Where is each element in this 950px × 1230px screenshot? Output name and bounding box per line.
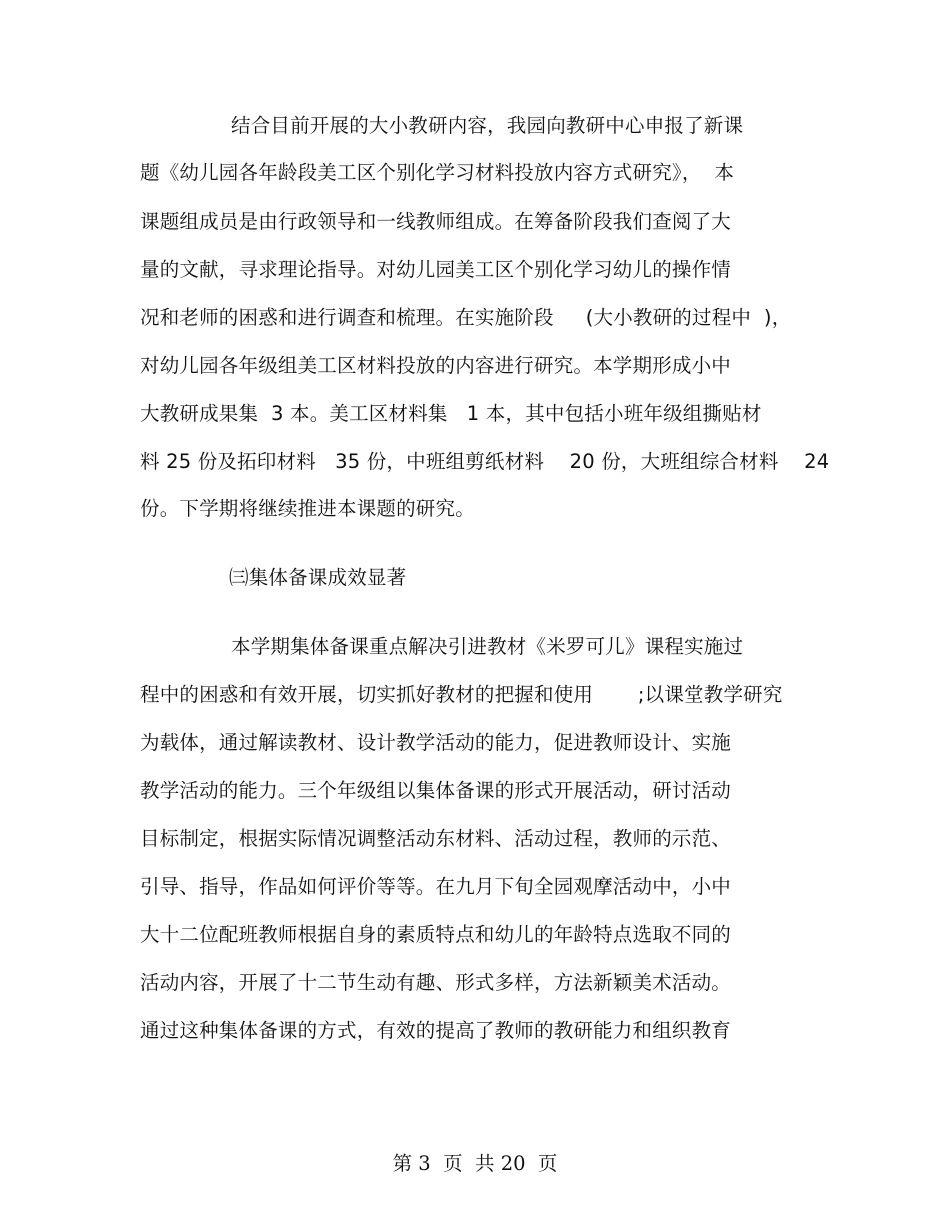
- paragraph1-line-5: 况和老师的困惑和进行调查和梳理。在实施阶段 (大小教研的过程中 )，: [140, 306, 792, 329]
- paragraph1-line-4: 量的文献，寻求理论指导。对幼儿园美工区个别化学习幼儿的操作情: [140, 258, 732, 281]
- paragraph2-line-8: 活动内容，开展了十二节生动有趣、形式多样，方法新颖美术活动。: [140, 971, 732, 994]
- paragraph1-line-3: 课题组成员是由行政领导和一线教师组成。在筹备阶段我们查阅了大: [140, 210, 732, 233]
- paragraph2-line-4: 教学活动的能力。三个年级组以集体备课的形式开展活动，研讨活动: [140, 779, 732, 802]
- paragraph2-line-3: 为载体，通过解读教材、设计教学活动的能力，促进教师设计、实施: [140, 731, 732, 754]
- paragraph1-line-6: 对幼儿园各年级组美工区材料投放的内容进行研究。本学期形成小中: [140, 354, 732, 377]
- paragraph2-line-7: 大十二位配班教师根据自身的素质特点和幼儿的年龄特点选取不同的: [140, 923, 732, 946]
- paragraph2-line-6: 引导、指导，作品如何评价等等。在九月下旬全园观摩活动中，小中: [140, 875, 732, 898]
- paragraph2-line-2: 程中的困惑和有效开展，切实抓好教材的把握和使用 ;以课堂教学研究: [140, 683, 783, 706]
- paragraph1-line-2: 题《幼儿园各年龄段美工区个别化学习材料投放内容方式研究》， 本: [140, 161, 735, 184]
- paragraph1-line-8: 料 25 份及拓印材料 35 份，中班组剪纸材料 20 份，大班组综合材料 24: [140, 450, 830, 473]
- page-number-footer: 第 3 页 共 20 页: [392, 1152, 558, 1175]
- paragraph2-line-5: 目标制定，根据实际情况调整活动东材料、活动过程，教师的示范、: [140, 827, 732, 850]
- paragraph2-line-9: 通过这种集体备课的方式，有效的提高了教师的教研能力和组织教育: [140, 1019, 732, 1042]
- paragraph1-line-9: 份。下学期将继续推进本课题的研究。: [140, 497, 475, 520]
- section-heading: ㈢集体备课成效显著: [229, 566, 407, 589]
- paragraph1-line-7: 大教研成果集 3 本。美工区材料集 1 本，其中包括小班年级组撕贴材: [140, 402, 762, 425]
- paragraph2-line-1: 本学期集体备课重点解决引进教材《米罗可儿》课程实施过: [231, 635, 744, 658]
- paragraph1-line-1: 结合目前开展的大小教研内容，我园向教研中心申报了新课: [231, 114, 744, 137]
